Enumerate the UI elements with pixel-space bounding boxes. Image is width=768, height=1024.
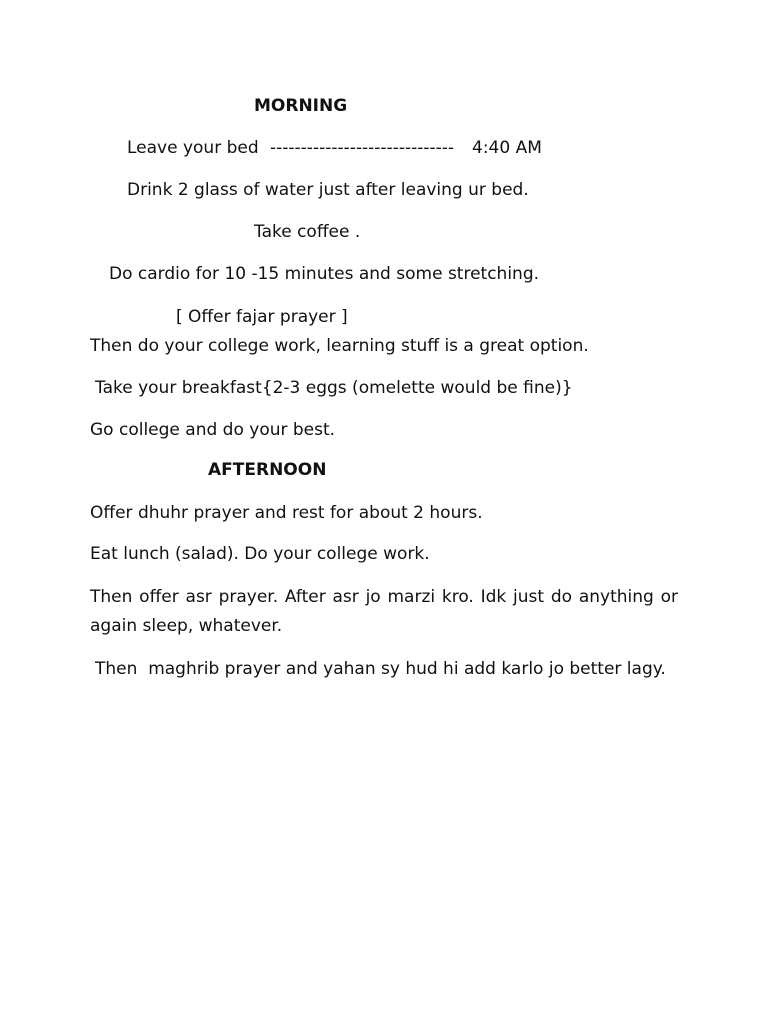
afternoon-heading: AFTERNOON [208,460,327,480]
wake-up-label: Leave your bed [127,138,259,158]
dhuhr-instruction: Offer dhuhr prayer and rest for about 2 hours. [90,503,483,523]
coffee-instruction: Take coffee . [254,222,361,242]
fajar-prayer-note: [ Offer fajar prayer ] [176,307,348,327]
cardio-instruction: Do cardio for 10 -15 minutes and some stretching. [109,264,540,284]
maghrib-instruction: Then maghrib prayer and yahan sy hud hi add karlo jo better lagy. [95,659,666,679]
college-work-instruction: Then do your college work, learning stuff is a great option. [90,336,589,356]
lunch-instruction: Eat lunch (salad). Do your college work. [90,544,430,564]
go-college-instruction: Go college and do your best. [90,420,336,440]
asr-instruction: Then offer asr prayer. After asr jo marzi kro. Idk just do anything or again sleep, whatever. [90,587,678,636]
wake-up-dashes: ------------------------------ [270,138,455,158]
morning-heading: MORNING [254,96,348,116]
breakfast-instruction: Take your breakfast{2-3 eggs (omelette would be fine)} [95,378,573,398]
water-instruction: Drink 2 glass of water just after leaving ur bed. [127,180,529,200]
wake-up-time: 4:40 AM [472,138,542,158]
